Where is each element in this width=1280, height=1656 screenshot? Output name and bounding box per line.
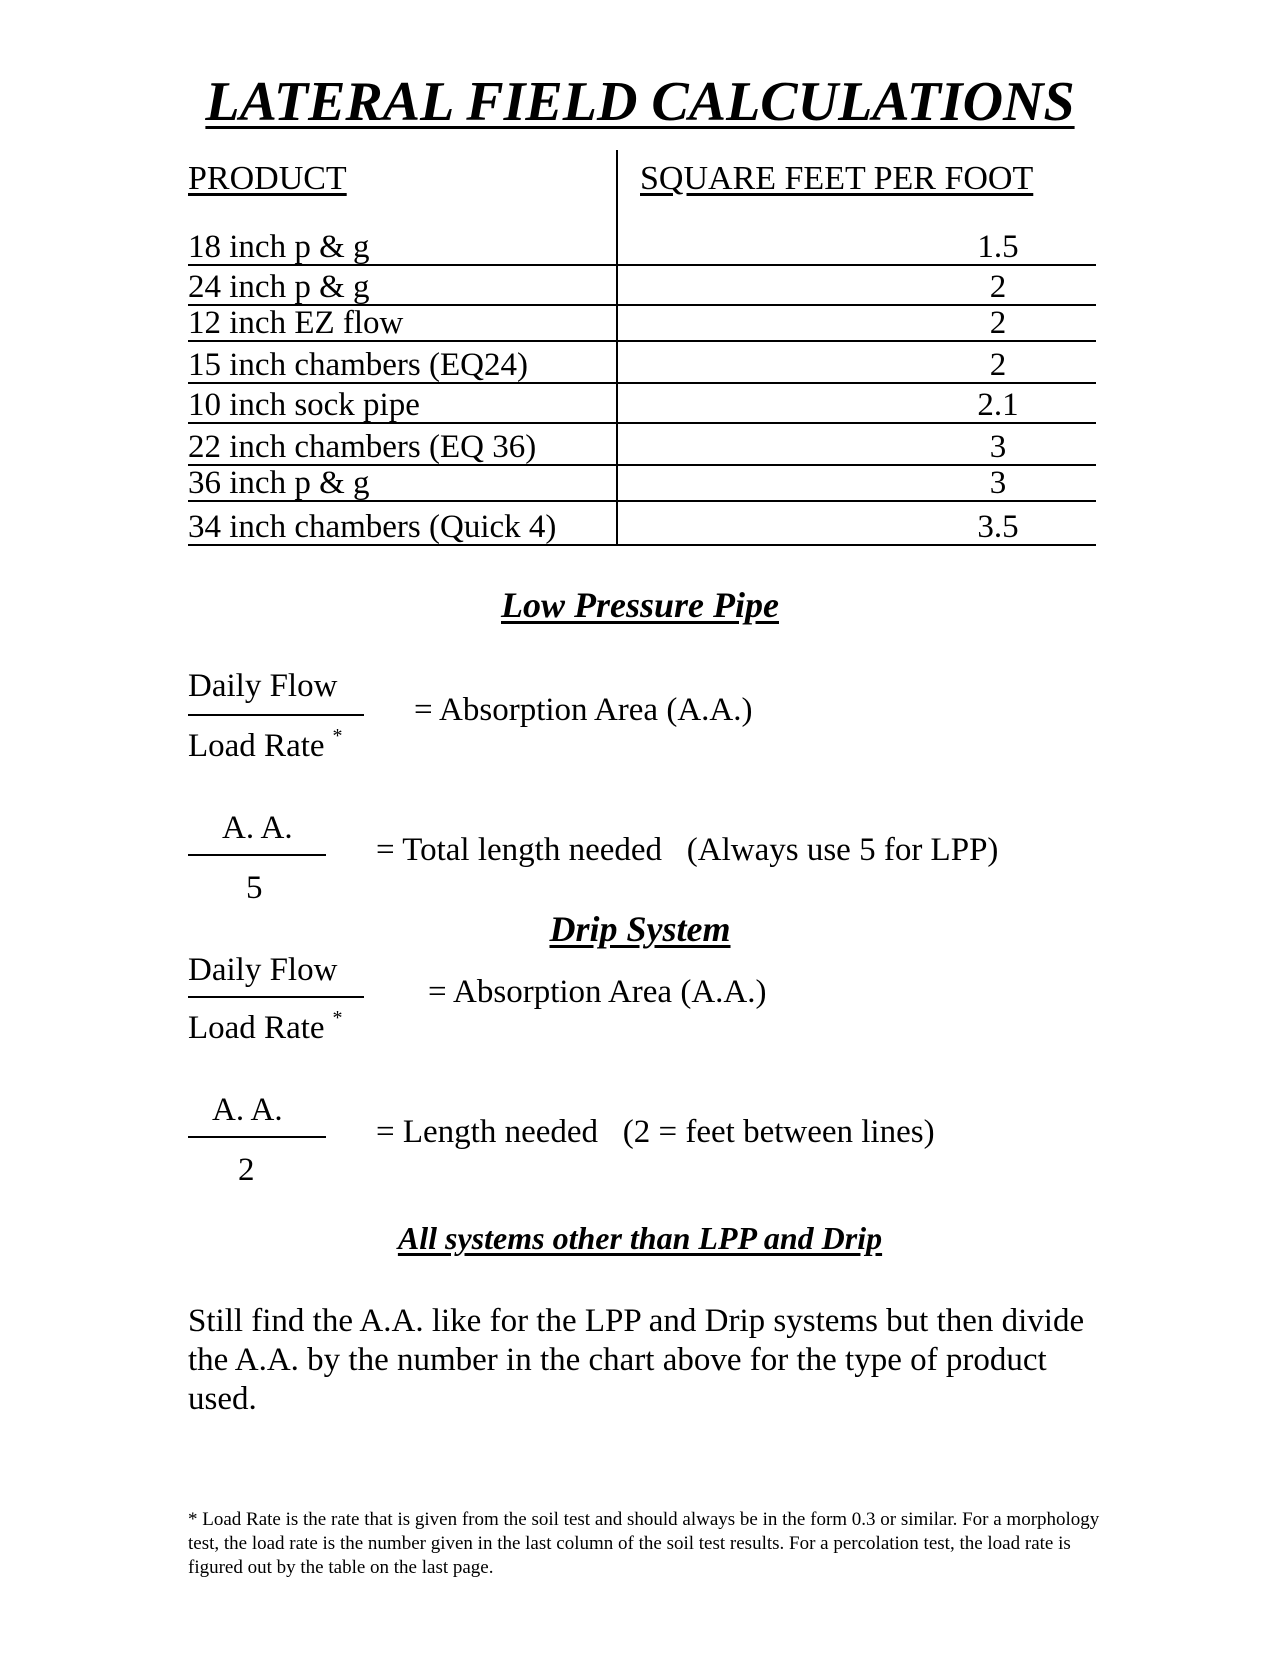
lpp-daily-flow: Daily Flow [188, 668, 338, 704]
table-row [188, 268, 1096, 306]
footnote-mark: * [332, 725, 343, 747]
other-systems-text: Still find the A.A. like for the LPP and Drip systems but then divide the A.A. by the number in the chart above for the type of product used. [188, 1303, 1085, 1417]
product-cell: 10 inch sock pipe [188, 387, 420, 423]
product-cell: 36 inch p & g [188, 465, 370, 501]
value-cell: 3.5 [977, 509, 1019, 545]
product-cell: 18 inch p & g [188, 229, 370, 265]
fraction-bar [188, 996, 364, 998]
value-cell: 2 [989, 305, 1007, 341]
drip-heading: Drip System [549, 909, 731, 949]
value-cell: 2 [989, 347, 1007, 383]
lpp-aa-numerator: A. A. [222, 810, 293, 846]
value-cell: 2.1 [977, 387, 1019, 423]
lpp-total-length-result: = Total length needed (Always use 5 for LPP) [376, 832, 999, 868]
table-row [188, 228, 1096, 266]
product-cell: 34 inch chambers (Quick 4) [188, 509, 557, 545]
table-row [188, 464, 1096, 502]
product-cell: 24 inch p & g [188, 269, 370, 305]
product-cell: 12 inch EZ flow [188, 305, 404, 341]
drip-denominator: 2 [238, 1152, 255, 1188]
table-row [188, 346, 1096, 384]
other-systems-heading: All systems other than LPP and Drip [397, 1220, 883, 1256]
column-header-square-feet: SQUARE FEET PER FOOT [640, 160, 1034, 197]
lpp-heading: Low Pressure Pipe [501, 585, 779, 625]
drip-length-result: = Length needed (2 = feet between lines) [376, 1114, 935, 1150]
column-header-product: PRODUCT [188, 160, 347, 197]
drip-load-rate-label: Load Rate * [188, 1007, 343, 1046]
drip-absorption-area-result: = Absorption Area (A.A.) [428, 974, 767, 1010]
page-title: LATERAL FIELD CALCULATIONS [205, 71, 1075, 133]
footnote-mark: * [332, 1007, 343, 1029]
table-row [188, 386, 1096, 424]
table-row [188, 508, 1096, 546]
table-row [188, 428, 1096, 466]
value-cell: 3 [989, 429, 1007, 465]
product-cell: 22 inch chambers (EQ 36) [188, 429, 537, 465]
lpp-load-rate-label: Load Rate * [188, 725, 343, 764]
drip-daily-flow: Daily Flow [188, 952, 338, 988]
fraction-bar [188, 714, 364, 716]
lpp-absorption-area-result: = Absorption Area (A.A.) [414, 692, 753, 728]
table-row [188, 304, 1096, 342]
fraction-bar [188, 854, 326, 856]
lpp-denominator: 5 [246, 870, 263, 906]
value-cell: 2 [989, 269, 1007, 305]
value-cell: 3 [989, 465, 1007, 501]
product-cell: 15 inch chambers (EQ24) [188, 347, 528, 383]
drip-aa-numerator: A. A. [212, 1092, 283, 1128]
fraction-bar [188, 1136, 326, 1138]
value-cell: 1.5 [977, 229, 1019, 265]
footnote: * Load Rate is the rate that is given from the soil test and should always be in the form 0.3 or similar. For a morphology test, the load rate is the number given in the last column of the soil test results. For a percolation test, the load rate is figured out by the table on the last page. [188, 1509, 1100, 1578]
